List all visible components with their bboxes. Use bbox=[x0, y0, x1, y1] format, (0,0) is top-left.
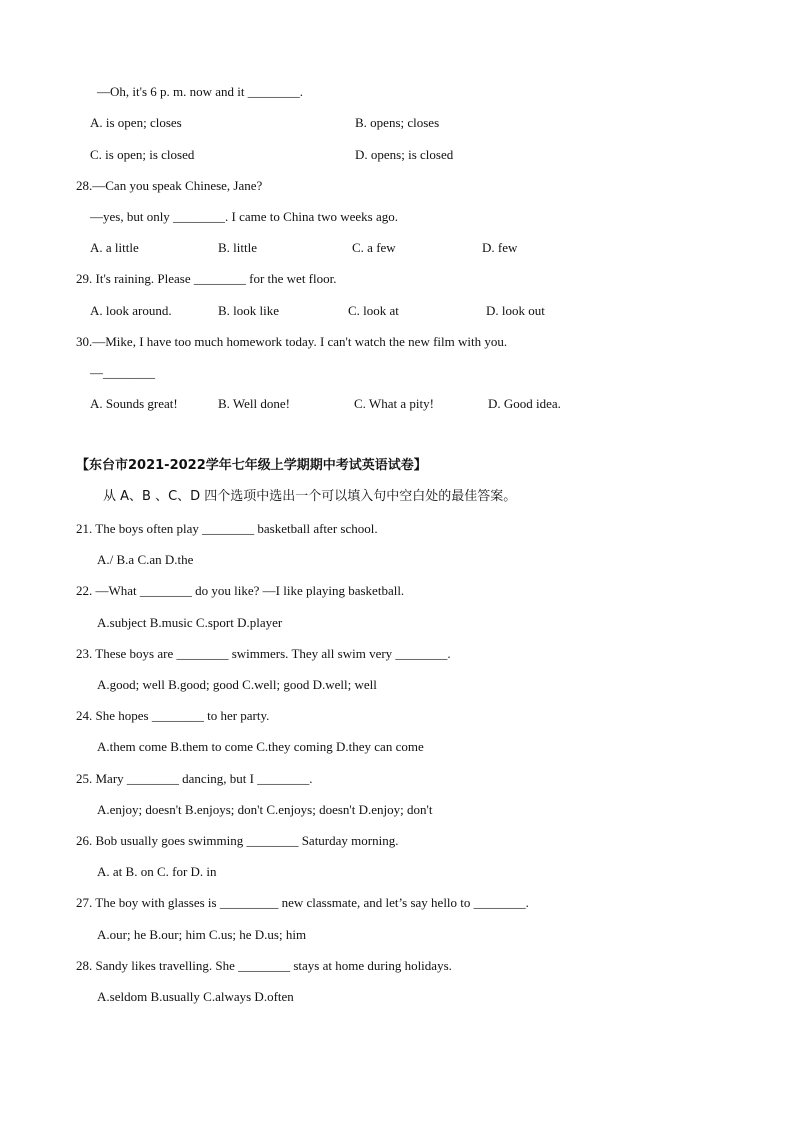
question-28-stem-b: 28. Sandy likes travelling. She ________ stays at home during holidays. bbox=[76, 958, 452, 973]
q30-option-c: C. What a pity! bbox=[354, 396, 434, 411]
question-28-options-b: A.seldom B.usually C.always D.often bbox=[97, 989, 294, 1004]
q27-option-a: A. is open; closes bbox=[90, 115, 182, 130]
q27-option-b: B. opens; closes bbox=[355, 115, 440, 130]
q28-option-b: B. little bbox=[218, 240, 257, 255]
q29-option-d: D. look out bbox=[486, 303, 545, 318]
question-21-options: A./ B.a C.an D.the bbox=[97, 552, 194, 567]
question-27-options: A.our; he B.our; him C.us; he D.us; him bbox=[97, 927, 307, 942]
q30-option-a: A. Sounds great! bbox=[90, 396, 178, 411]
question-22-options: A.subject B.music C.sport D.player bbox=[97, 615, 283, 630]
question-24-options: A.them come B.them to come C.they coming D.they can come bbox=[97, 739, 424, 754]
q28-option-a: A. a little bbox=[90, 240, 139, 255]
question-28-stem: 28.—Can you speak Chinese, Jane? bbox=[76, 178, 263, 193]
question-22-stem: 22. —What ________ do you like? —I like playing basketball. bbox=[76, 583, 405, 598]
section-instruction: 从 A、B 、C、D 四个选项中选出一个可以填入句中空白处的最佳答案。 bbox=[103, 489, 517, 504]
q29-option-c: C. look at bbox=[348, 303, 399, 318]
q27-option-d: D. opens; is closed bbox=[355, 147, 454, 162]
question-25-stem: 25. Mary ________ dancing, but I ________. bbox=[76, 771, 313, 786]
question-25-options: A.enjoy; doesn't B.enjoys; don't C.enjoys; doesn't D.enjoy; don't bbox=[97, 802, 433, 817]
question-21-stem: 21. The boys often play ________ basketball after school. bbox=[76, 521, 378, 536]
question-30-reply: —________ bbox=[90, 365, 155, 380]
question-24-stem: 24. She hopes ________ to her party. bbox=[76, 708, 270, 723]
q29-option-b: B. look like bbox=[218, 303, 280, 318]
question-28-reply: —yes, but only ________. I came to China two weeks ago. bbox=[90, 209, 398, 224]
question-27-stem: 27. The boy with glasses is _________ new classmate, and let’s say hello to ________. bbox=[76, 895, 529, 910]
q27-option-c: C. is open; is closed bbox=[90, 147, 195, 162]
question-29-stem: 29. It's raining. Please ________ for the wet floor. bbox=[76, 271, 337, 286]
q28-option-c: C. a few bbox=[352, 240, 396, 255]
question-27-reply: —Oh, it's 6 p. m. now and it ________. bbox=[97, 84, 304, 99]
question-23-stem: 23. These boys are ________ swimmers. They all swim very ________. bbox=[76, 646, 451, 661]
q30-option-d: D. Good idea. bbox=[488, 396, 561, 411]
section-heading: 【东台市2021-2022学年七年级上学期期中考试英语试卷】 bbox=[76, 458, 427, 473]
q28-option-d: D. few bbox=[482, 240, 518, 255]
question-26-options: A. at B. on C. for D. in bbox=[97, 864, 217, 879]
question-23-options: A.good; well B.good; good C.well; good D.well; well bbox=[97, 677, 377, 692]
question-30-stem: 30.—Mike, I have too much homework today. I can't watch the new film with you. bbox=[76, 334, 508, 349]
q30-option-b: B. Well done! bbox=[218, 396, 291, 411]
q29-option-a: A. look around. bbox=[90, 303, 172, 318]
question-26-stem: 26. Bob usually goes swimming ________ Saturday morning. bbox=[76, 833, 399, 848]
